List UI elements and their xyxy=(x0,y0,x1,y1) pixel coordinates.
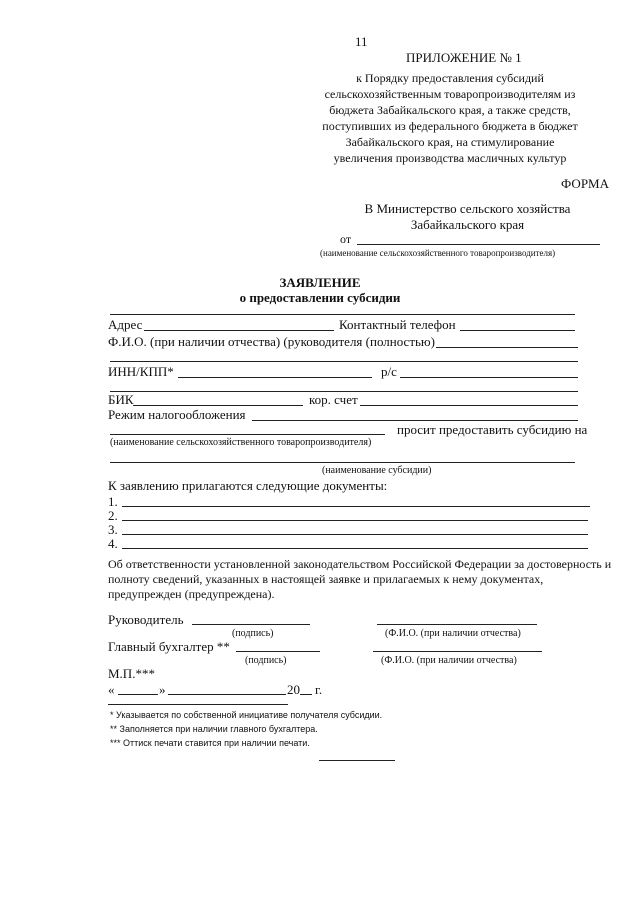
appendix-title: ПРИЛОЖЕНИЕ № 1 xyxy=(406,50,522,65)
from-label: от xyxy=(340,232,352,246)
separator-line xyxy=(110,314,575,315)
corr-field[interactable] xyxy=(360,405,578,406)
bik-label: БИК xyxy=(108,392,134,407)
head-label: Руководитель xyxy=(108,612,184,627)
corr-label: кор. счет xyxy=(309,392,358,407)
subsidy-field[interactable] xyxy=(110,462,575,463)
footnote: * Указывается по собственной инициативе получателя субсидии. xyxy=(110,710,383,720)
document-subtitle: о предоставлении субсидии xyxy=(239,290,401,305)
document-item-number: 3. xyxy=(108,522,118,537)
fio-caption: (Ф.И.О. (при наличии отчества) xyxy=(381,655,517,666)
form-label: ФОРМА xyxy=(561,176,609,191)
subsidy-caption: (наименование субсидии) xyxy=(322,465,432,476)
from-caption: (наименование сельскохозяйственного товаропроизводителя) xyxy=(320,248,556,258)
date-year-prefix: 20 xyxy=(287,682,300,697)
fio-caption: (Ф.И.О. (при наличии отчества) xyxy=(385,628,521,639)
head-fio-field[interactable] xyxy=(377,624,537,625)
document-item-number: 2. xyxy=(108,508,118,523)
bik-field[interactable] xyxy=(133,405,303,406)
inn-label: ИНН/КПП* xyxy=(108,364,174,379)
document-item-number: 1. xyxy=(108,494,118,509)
fio-field[interactable] xyxy=(436,347,578,348)
footnote: ** Заполняется при наличии главного бухгалтера. xyxy=(110,724,318,734)
appendix-line: бюджета Забайкальского края, а также средств, xyxy=(329,103,571,117)
account-field[interactable] xyxy=(400,377,578,378)
inn-field[interactable] xyxy=(178,377,372,378)
document-item-number: 4. xyxy=(108,536,118,551)
phone-label: Контактный телефон xyxy=(339,317,456,332)
document-item-3-field[interactable] xyxy=(122,534,588,535)
end-line xyxy=(319,760,395,761)
date-day-field[interactable] xyxy=(118,694,158,695)
tax-field[interactable] xyxy=(252,420,578,421)
page-number: 11 xyxy=(355,34,368,49)
accountant-fio-field[interactable] xyxy=(373,651,542,652)
responsibility-line: полноту сведений, указанных в настоящей заявке и прилагаемых к нему документах, xyxy=(108,572,544,586)
date-month-field[interactable] xyxy=(168,694,286,695)
signature-caption: (подпись) xyxy=(232,628,274,639)
date-open-quote: « xyxy=(108,682,115,697)
accountant-label: Главный бухгалтер ** xyxy=(108,639,230,654)
documents-intro: К заявлению прилагаются следующие документы: xyxy=(108,478,388,493)
appendix-line: сельскохозяйственным товаропроизводителям из xyxy=(324,87,576,101)
address-field[interactable] xyxy=(144,330,334,331)
addressee-line1: В Министерство сельского хозяйства xyxy=(364,201,571,216)
producer-caption: (наименование сельскохозяйственного товаропроизводителя) xyxy=(110,437,372,448)
appendix-line: Забайкальского края, на стимулирование xyxy=(345,135,555,149)
appendix-line: к Порядку предоставления субсидий xyxy=(356,71,544,85)
document-item-4-field[interactable] xyxy=(122,548,588,549)
document-title: ЗАЯВЛЕНИЕ xyxy=(279,275,361,290)
appendix-line: увеличения производства масличных культур xyxy=(333,151,567,165)
date-year-suffix: г. xyxy=(315,682,323,697)
footnote-separator xyxy=(108,704,288,705)
document-item-1-field[interactable] xyxy=(122,506,590,507)
address-label: Адрес xyxy=(108,317,143,332)
appendix-line: поступивших из федерального бюджета в бюджет xyxy=(322,119,578,133)
date-close-quote: » xyxy=(159,682,166,697)
request-text: просит предоставить субсидию на xyxy=(397,422,588,437)
fio-field-cont[interactable] xyxy=(110,361,578,362)
head-signature-field[interactable] xyxy=(192,624,310,625)
stamp-label: М.П.*** xyxy=(108,666,155,681)
from-line[interactable] xyxy=(357,244,600,245)
accountant-signature-field[interactable] xyxy=(236,651,320,652)
footnote: *** Оттиск печати ставится при наличии печати. xyxy=(110,738,310,748)
tax-label: Режим налогообложения xyxy=(108,407,246,422)
date-year-field[interactable] xyxy=(300,694,312,695)
phone-field[interactable] xyxy=(460,330,575,331)
addressee-line2: Забайкальского края xyxy=(410,217,525,232)
responsibility-line: Об ответственности установленной законодательством Российской Федерации за достоверность и xyxy=(108,557,612,571)
responsibility-line: предупрежден (предупреждена). xyxy=(108,587,275,601)
producer-field[interactable] xyxy=(110,434,385,435)
fio-label: Ф.И.О. (при наличии отчества) (руководителя (полностью) xyxy=(108,334,435,349)
account-label: р/с xyxy=(381,364,397,379)
signature-caption: (подпись) xyxy=(245,655,287,666)
document-item-2-field[interactable] xyxy=(122,520,588,521)
